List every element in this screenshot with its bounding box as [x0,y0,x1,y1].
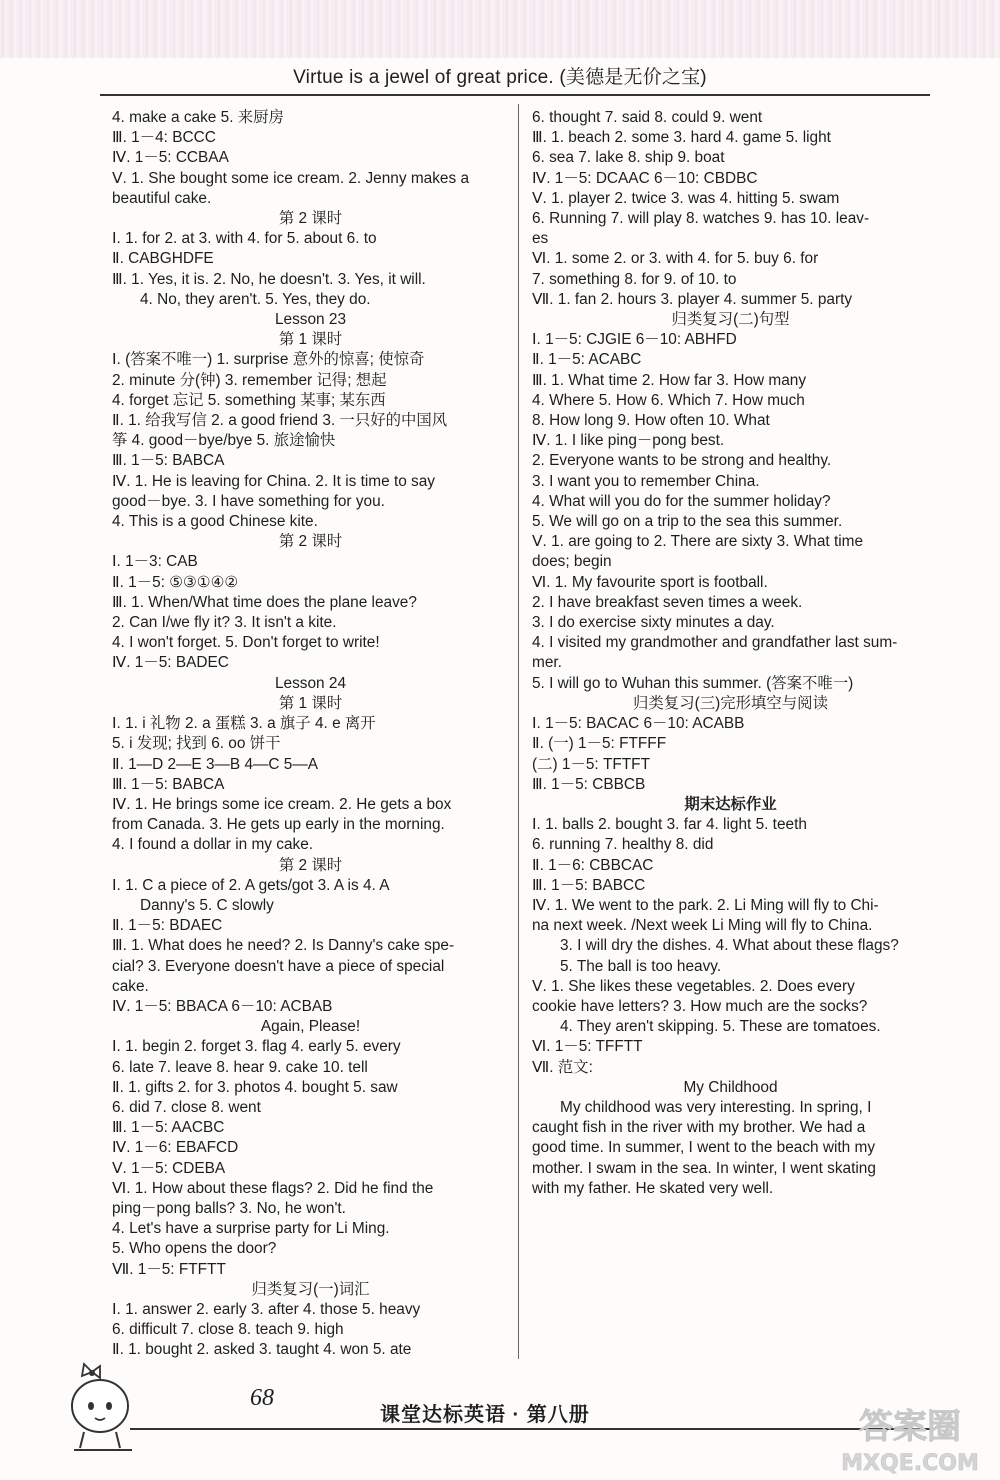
answer-line: Ⅶ. 1－5: FTFTT [112,1260,226,1278]
answer-line: 4. I won't forget. 5. Don't forget to write! [112,634,380,652]
answer-line: 7. something 8. for 9. of 10. to [532,270,737,288]
answer-line: Ⅰ. 1. answer 2. early 3. after 4. those 5. heavy [112,1300,421,1318]
answer-line: 8. How long 9. How often 10. What [532,412,770,430]
answer-line: Ⅲ. 1. What time 2. How far 3. How many [532,371,807,389]
answer-line: Ⅲ. 1－5: CBBCB [532,775,646,793]
answer-line: 2. Can I/we fly it? 3. It isn't a kite. [112,614,337,632]
answer-line: Ⅳ. 1－5: BBACA 6－10: ACBAB [112,997,333,1015]
answer-line: Ⅲ. 1－4: BCCC [112,129,216,147]
section-heading: 第 2 课时 [278,533,343,551]
answer-line: Ⅱ. 1－6: CBBCAC [532,856,654,874]
answer-line: Ⅴ. 1. She bought some ice cream. 2. Jenny makes a [112,169,469,187]
answer-line: Ⅳ. 1. We went to the park. 2. Li Ming will fly to Chi- [532,896,879,914]
answer-line: Ⅶ. 范文: [532,1058,593,1076]
answer-line: 6. running 7. healthy 8. did [532,836,714,854]
answer-line: Ⅲ. 1－5: BABCC [532,876,646,894]
answer-line: Ⅱ. 1. gifts 2. for 3. photos 4. bought 5. saw [112,1078,398,1096]
answer-line: Ⅲ. 1－5: BABCA [112,452,225,470]
answer-line: Ⅲ. 1－5: BABCA [112,775,225,793]
answer-line: 4. This is a good Chinese kite. [112,513,318,531]
answer-line: 6. thought 7. said 8. could 9. went [532,109,763,126]
answer-line: cake. [112,977,149,995]
answer-line: Ⅱ. (一) 1－5: FTFFF [532,735,667,753]
section-heading: 归类复习(三)完形填空与阅读 [633,694,828,712]
answer-line: Ⅱ. 1－5: ACABC [532,351,642,369]
decorative-top-band [0,0,1000,58]
answer-line: Ⅱ. 1－5: ⑤③①④② [112,573,239,591]
answer-line: mer. [532,654,562,672]
answer-line: 4. I found a dollar in my cake. [112,836,314,854]
answer-line: 4. make a cake 5. 来厨房 [112,109,284,126]
answer-line: from Canada. 3. He gets up early in the morning. [112,816,445,834]
section-heading: 归类复习(二)句型 [671,311,790,329]
answer-line: na next week. /Next week Li Ming will fly to China. [532,917,873,935]
answer-line: 2. I have breakfast seven times a week. [532,593,803,611]
answer-line: 4. No, they aren't. 5. Yes, they do. [140,290,371,308]
mascot-girl-icon [62,1362,138,1454]
watermark-text: 答案圈 [859,1407,961,1447]
answer-line: caught fish in the river with my brother. We had a [532,1119,866,1137]
answer-line: (二) 1－5: TFTFT [532,755,650,773]
answer-line: Ⅳ. 1. I like ping－pong best. [532,432,725,450]
answer-line: Ⅵ. 1. How about these flags? 2. Did he find the [112,1179,434,1197]
answer-line: mother. I swam in the sea. In winter, I went skating [532,1159,876,1177]
watermark-logo [830,1398,990,1478]
answer-line: 2. Everyone wants to be strong and healthy. [532,452,832,470]
answer-line: Ⅶ. 1. fan 2. hours 3. player 4. summer 5. party [532,290,853,308]
answer-line: 4. forget 忘记 5. something 某事; 某东西 [112,391,386,409]
answer-line: Ⅳ. 1－5: BADEC [112,654,229,672]
section-heading: Again, Please! [260,1018,361,1036]
answer-line: Ⅰ. 1. i 礼物 2. a 蛋糕 3. a 旗子 4. e 离开 [112,715,376,733]
answer-line: es [532,230,549,248]
answer-line: Ⅳ. 1－5: DCAAC 6－10: CBDBC [532,169,758,187]
answer-line: Ⅵ. 1. My favourite sport is football. [532,573,768,591]
watermark-domain: MXQE.COM [841,1451,979,1476]
answer-line: 2. minute 分(钟) 3. remember 记得; 想起 [112,371,387,389]
answer-line: 5. Who opens the door? [112,1240,277,1258]
answer-line: Ⅴ. 1－5: CDEBA [112,1159,226,1177]
answer-line: good－bye. 3. I have something for you. [112,492,385,510]
answer-column-right [532,108,929,1199]
answer-line: cial? 3. Everyone doesn't have a piece of special [112,957,445,975]
answer-line: Ⅰ. 1. balls 2. bought 3. far 4. light 5. teeth [532,816,807,834]
answer-line: Ⅰ. 1. C a piece of 2. A gets/got 3. A is 4. A [112,876,390,894]
section-heading: 第 2 课时 [278,856,343,874]
answer-line: Ⅱ. CABGHDFE [112,250,214,268]
answer-line: Ⅵ. 1. some 2. or 3. with 4. for 5. buy 6. for [532,250,819,268]
answer-line: Ⅰ. 1. for 2. at 3. with 4. for 5. about 6. to [112,230,377,248]
answer-line: Ⅰ. 1. begin 2. forget 3. flag 4. early 5. every [112,1038,401,1056]
answer-line: 3. I will dry the dishes. 4. What about these flags? [560,937,899,955]
answer-line: with my father. He skated very well. [532,1179,774,1197]
answer-line: Ⅰ. 1－5: CJGIE 6－10: ABHFD [532,331,737,349]
answer-line: 3. I do exercise sixty minutes a day. [532,614,775,632]
answer-line: Ⅰ. (答案不唯一) 1. surprise 意外的惊喜; 使惊奇 [112,351,425,369]
page-motto: Virtue is a jewel of great price. (美德是无价之宝) [293,67,707,88]
column-divider [518,104,519,1359]
answer-line: 5. We will go on a trip to the sea this summer. [532,513,843,531]
section-heading: Lesson 24 [274,674,347,692]
answer-line: 5. I will go to Wuhan this summer. (答案不唯一) [532,674,854,692]
answer-line: Danny's 5. C slowly [140,896,274,914]
answer-line: 6. difficult 7. close 8. teach 9. high [112,1321,344,1339]
answer-line: 6. did 7. close 8. went [112,1098,261,1116]
answer-column-left [112,108,509,1361]
answer-line: Ⅲ. 1. beach 2. some 3. hard 4. game 5. light [532,129,831,147]
answer-line: 5. i 发现; 找到 6. oo 饼干 [112,735,281,753]
section-heading: 第 1 课时 [278,694,343,712]
answer-line: does; begin [532,553,612,571]
answer-line: Ⅴ. 1. player 2. twice 3. was 4. hitting 5. swam [532,189,840,207]
answer-line: 4. Let's have a surprise party for Li Ming. [112,1220,390,1238]
answer-line: Ⅳ. 1. He is leaving for China. 2. It is time to say [112,472,436,490]
answer-line: Ⅲ. 1. When/What time does the plane leave? [112,593,417,611]
answer-line: My childhood was very interesting. In spring, I [560,1098,872,1116]
answer-line: Ⅳ. 1－5: CCBAA [112,149,229,167]
answer-line: 4. I visited my grandmother and grandfather last sum- [532,634,898,652]
answer-line: Ⅰ. 1－3: CAB [112,553,198,571]
section-heading: 第 1 课时 [278,331,343,349]
page-number: 68 [250,1385,274,1411]
answer-line: cookie have letters? 3. How much are the socks? [532,997,868,1015]
answer-line: 筝 4. good－bye/bye 5. 旅途愉快 [112,432,336,450]
answer-line: Ⅴ. 1. are going to 2. There are sixty 3. What time [532,533,864,551]
answer-line: Ⅱ. 1－5: BDAEC [112,917,223,935]
answer-line: Ⅲ. 1. Yes, it is. 2. No, he doesn't. 3. Yes, it will. [112,270,426,288]
answer-line: Ⅳ. 1. He brings some ice cream. 2. He gets a box [112,795,452,813]
answer-line: ping－pong balls? 3. No, he won't. [112,1199,346,1217]
answer-line: Ⅱ. 1. bought 2. asked 3. taught 4. won 5. ate [112,1341,412,1359]
answer-line: 6. Running 7. will play 8. watches 9. has 10. leav- [532,210,870,228]
section-heading: 归类复习(一)词汇 [251,1280,370,1298]
answer-line: Ⅱ. 1. 给我写信 2. a good friend 3. 一只好的中国风 [112,412,448,430]
footer-rule [130,1428,930,1430]
answer-line: 4. Where 5. How 6. Which 7. How much [532,391,805,409]
section-heading: 期末达标作业 [684,795,777,813]
answer-line: Ⅲ. 1. What does he need? 2. Is Danny's cake spe- [112,937,455,955]
book-title: 课堂达标英语 · 第八册 [380,1404,590,1426]
answer-line: 3. I want you to remember China. [532,472,760,490]
answer-line: Ⅳ. 1－6: EBAFCD [112,1139,239,1157]
answer-line: Ⅰ. 1－5: BACAC 6－10: ACABB [532,715,745,733]
answer-line: Ⅱ. 1—D 2—E 3—B 4—C 5—A [112,755,319,773]
section-heading: 第 2 课时 [278,210,343,228]
answer-line: good time. In summer, I went to the beach with my [532,1139,876,1157]
answer-line: 4. What will you do for the summer holiday? [532,492,831,510]
answer-line: Ⅲ. 1－5: AACBC [112,1119,225,1137]
answer-line: Ⅴ. 1. She likes these vegetables. 2. Does every [532,977,855,995]
answer-line: 6. late 7. leave 8. hear 9. cake 10. tell [112,1058,368,1076]
answer-line: beautiful cake. [112,189,212,207]
answer-line: Ⅵ. 1－5: TFFTT [532,1038,643,1056]
header-rule [100,94,930,96]
section-heading: Lesson 23 [274,311,347,329]
answer-line: 5. The ball is too heavy. [560,957,722,975]
answer-line: 6. sea 7. lake 8. ship 9. boat [532,149,725,167]
section-heading: My Childhood [683,1078,778,1096]
answer-line: 4. They aren't skipping. 5. These are tomatoes. [560,1018,881,1036]
